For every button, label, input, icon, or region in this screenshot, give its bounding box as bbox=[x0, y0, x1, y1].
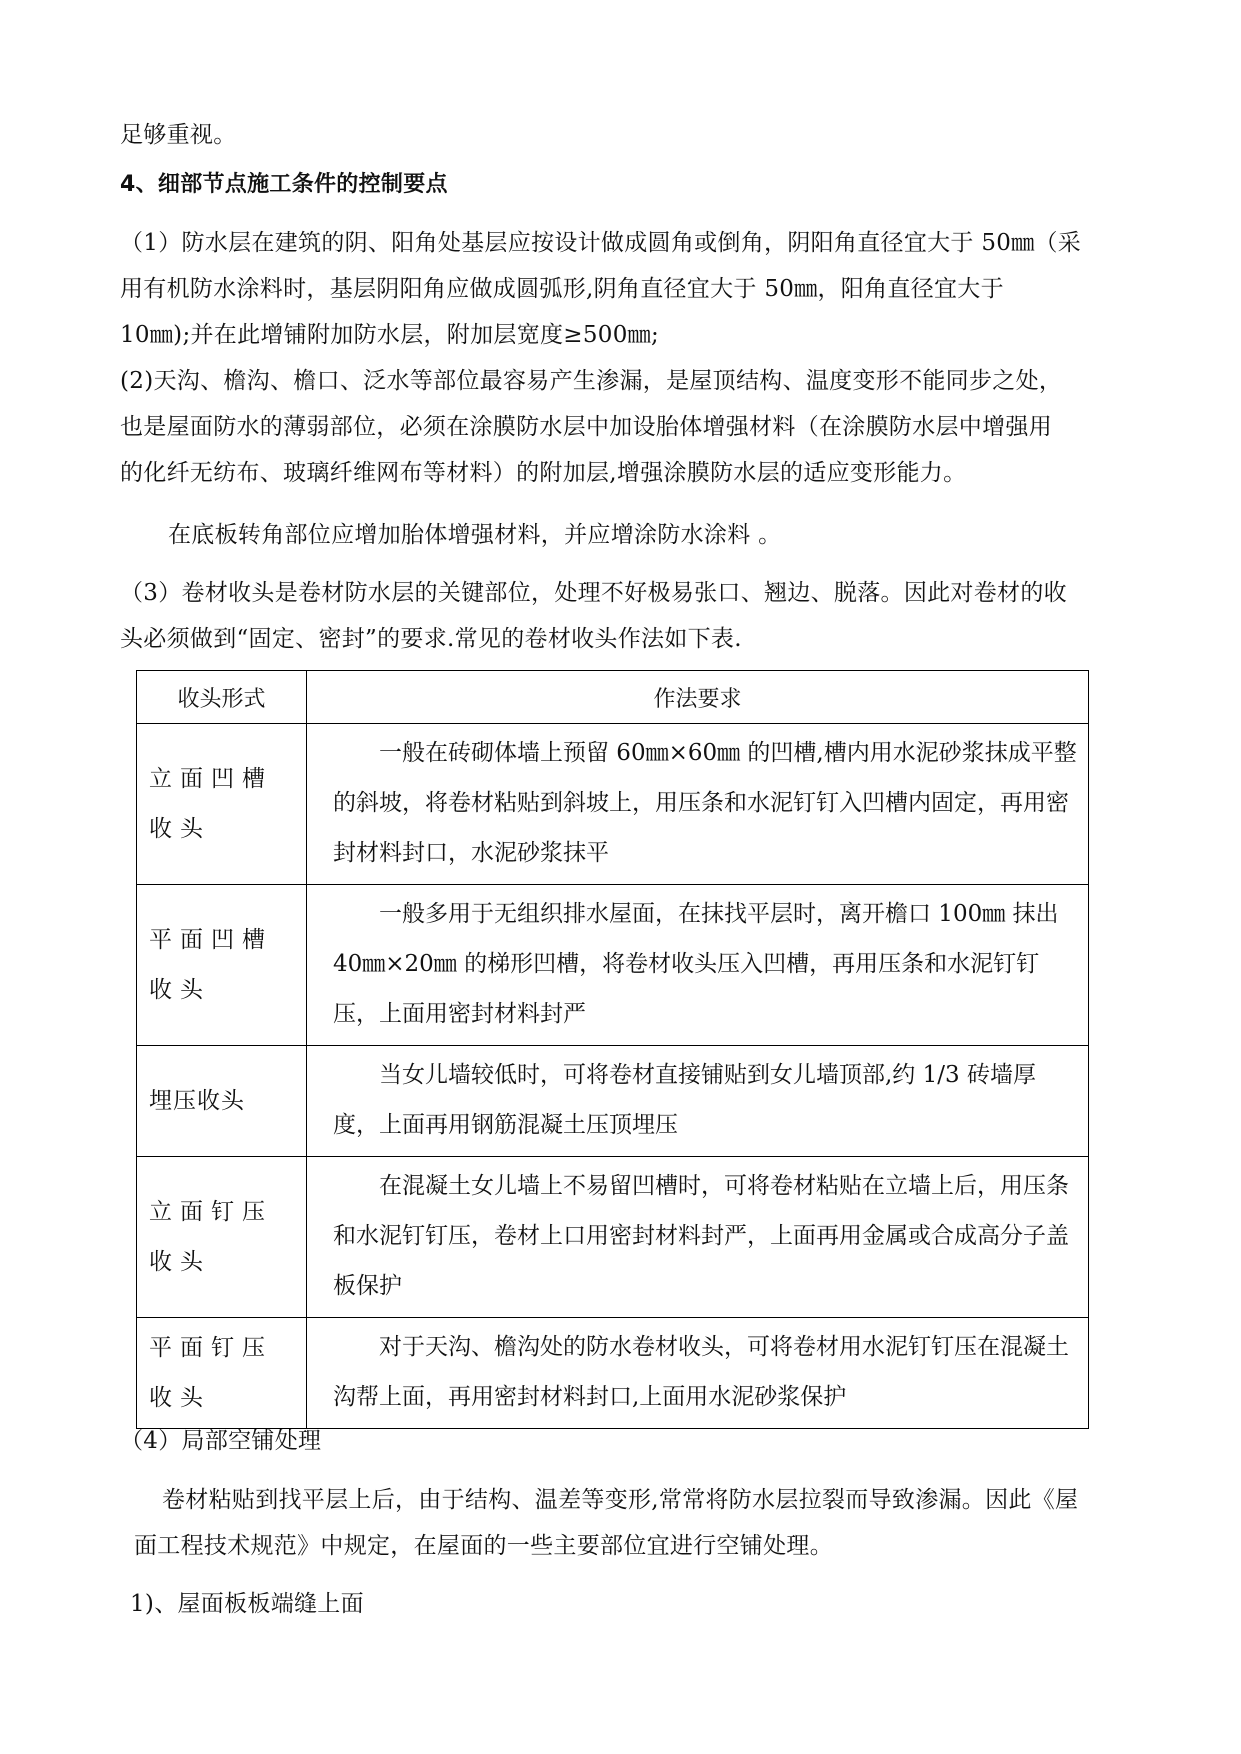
table-cell-requirement: 一般在砖砌体墙上预留 60㎜×60㎜ 的凹槽,槽内用水泥砂浆抹成平整的斜坡，将卷材粘贴到斜坡上，用压条和水泥钉钉入凹槽内固定，再用密封材料封口，水泥砂浆抹平 bbox=[307, 724, 1089, 885]
table-header-cell: 收头形式 bbox=[137, 671, 307, 724]
paragraph-line: （4）局部空铺处理 bbox=[120, 1428, 322, 1454]
paragraph-line: (2)天沟、檐沟、檐口、泛水等部位最容易产生渗漏，是屋顶结构、温度变形不能同步之处， bbox=[120, 368, 1063, 394]
paragraph-line: 卷材粘贴到找平层上后，由于结构、温差等变形,常常将防水层拉裂而导致渗漏。因此《屋 bbox=[162, 1487, 1079, 1513]
paragraph-line: 在底板转角部位应增加胎体增强材料，并应增涂防水涂料 。 bbox=[168, 522, 782, 548]
table-row bbox=[137, 1157, 1089, 1318]
table-cell-form: 平面钉压收头 bbox=[137, 1318, 307, 1429]
table-cell-requirement: 一般多用于无组织排水屋面，在抹找平层时，离开檐口 100㎜ 抹出 40㎜×20㎜ 的梯形凹槽，将卷材收头压入凹槽，再用压条和水泥钉钉压，上面用密封材料封严 bbox=[307, 885, 1089, 1046]
table-header-row bbox=[137, 671, 1089, 724]
table-row bbox=[137, 1046, 1089, 1157]
table-cell-requirement: 对于天沟、檐沟处的防水卷材收头，可将卷材用水泥钉钉压在混凝土沟帮上面，再用密封材料封口,上面用水泥砂浆保护 bbox=[307, 1318, 1089, 1429]
table-cell-form: 平面凹槽收头 bbox=[137, 885, 307, 1046]
paragraph-line: 1)、屋面板板端缝上面 bbox=[130, 1591, 364, 1617]
roll-closing-table bbox=[136, 670, 1089, 1429]
table-cell-form: 立面凹槽收头 bbox=[137, 724, 307, 885]
table-row bbox=[137, 724, 1089, 885]
table-cell-form: 立面钉压收头 bbox=[137, 1157, 307, 1318]
paragraph-line: 足够重视。 bbox=[120, 122, 237, 148]
table-cell-form: 埋压收头 bbox=[137, 1046, 307, 1157]
table-row bbox=[137, 885, 1089, 1046]
table-cell-requirement: 当女儿墙较低时，可将卷材直接铺贴到女儿墙顶部,约 1/3 砖墙厚度，上面再用钢筋混凝土压顶埋压 bbox=[307, 1046, 1089, 1157]
paragraph-line: 10㎜);并在此增铺附加防水层，附加层宽度≥500㎜; bbox=[120, 322, 660, 348]
table-header-cell: 作法要求 bbox=[307, 671, 1089, 724]
paragraph-line: 也是屋面防水的薄弱部位，必须在涂膜防水层中加设胎体增强材料（在涂膜防水层中增强用 bbox=[120, 414, 1052, 440]
table-cell-requirement: 在混凝土女儿墙上不易留凹槽时，可将卷材粘贴在立墙上后，用压条和水泥钉钉压，卷材上口用密封材料封严，上面再用金属或合成高分子盖板保护 bbox=[307, 1157, 1089, 1318]
section-heading: 4、细部节点施工条件的控制要点 bbox=[120, 172, 448, 197]
paragraph-line: 头必须做到“固定、密封”的要求.常见的卷材收头作法如下表. bbox=[120, 626, 742, 652]
paragraph-line: （3）卷材收头是卷材防水层的关键部位，处理不好极易张口、翘边、脱落。因此对卷材的收 bbox=[120, 580, 1067, 606]
paragraph-line: 面工程技术规范》中规定，在屋面的一些主要部位宜进行空铺处理。 bbox=[134, 1533, 833, 1559]
paragraph-line: （1）防水层在建筑的阴、阳角处基层应按设计做成圆角或倒角，阴阳角直径宜大于 50㎜（采 bbox=[120, 230, 1082, 256]
paragraph-line: 用有机防水涂料时，基层阴阳角应做成圆弧形,阴角直径宜大于 50㎜，阳角直径宜大于 bbox=[120, 276, 1004, 302]
paragraph-line: 的化纤无纺布、玻璃纤维网布等材料）的附加层,增强涂膜防水层的适应变形能力。 bbox=[120, 460, 967, 486]
table-row bbox=[137, 1318, 1089, 1429]
